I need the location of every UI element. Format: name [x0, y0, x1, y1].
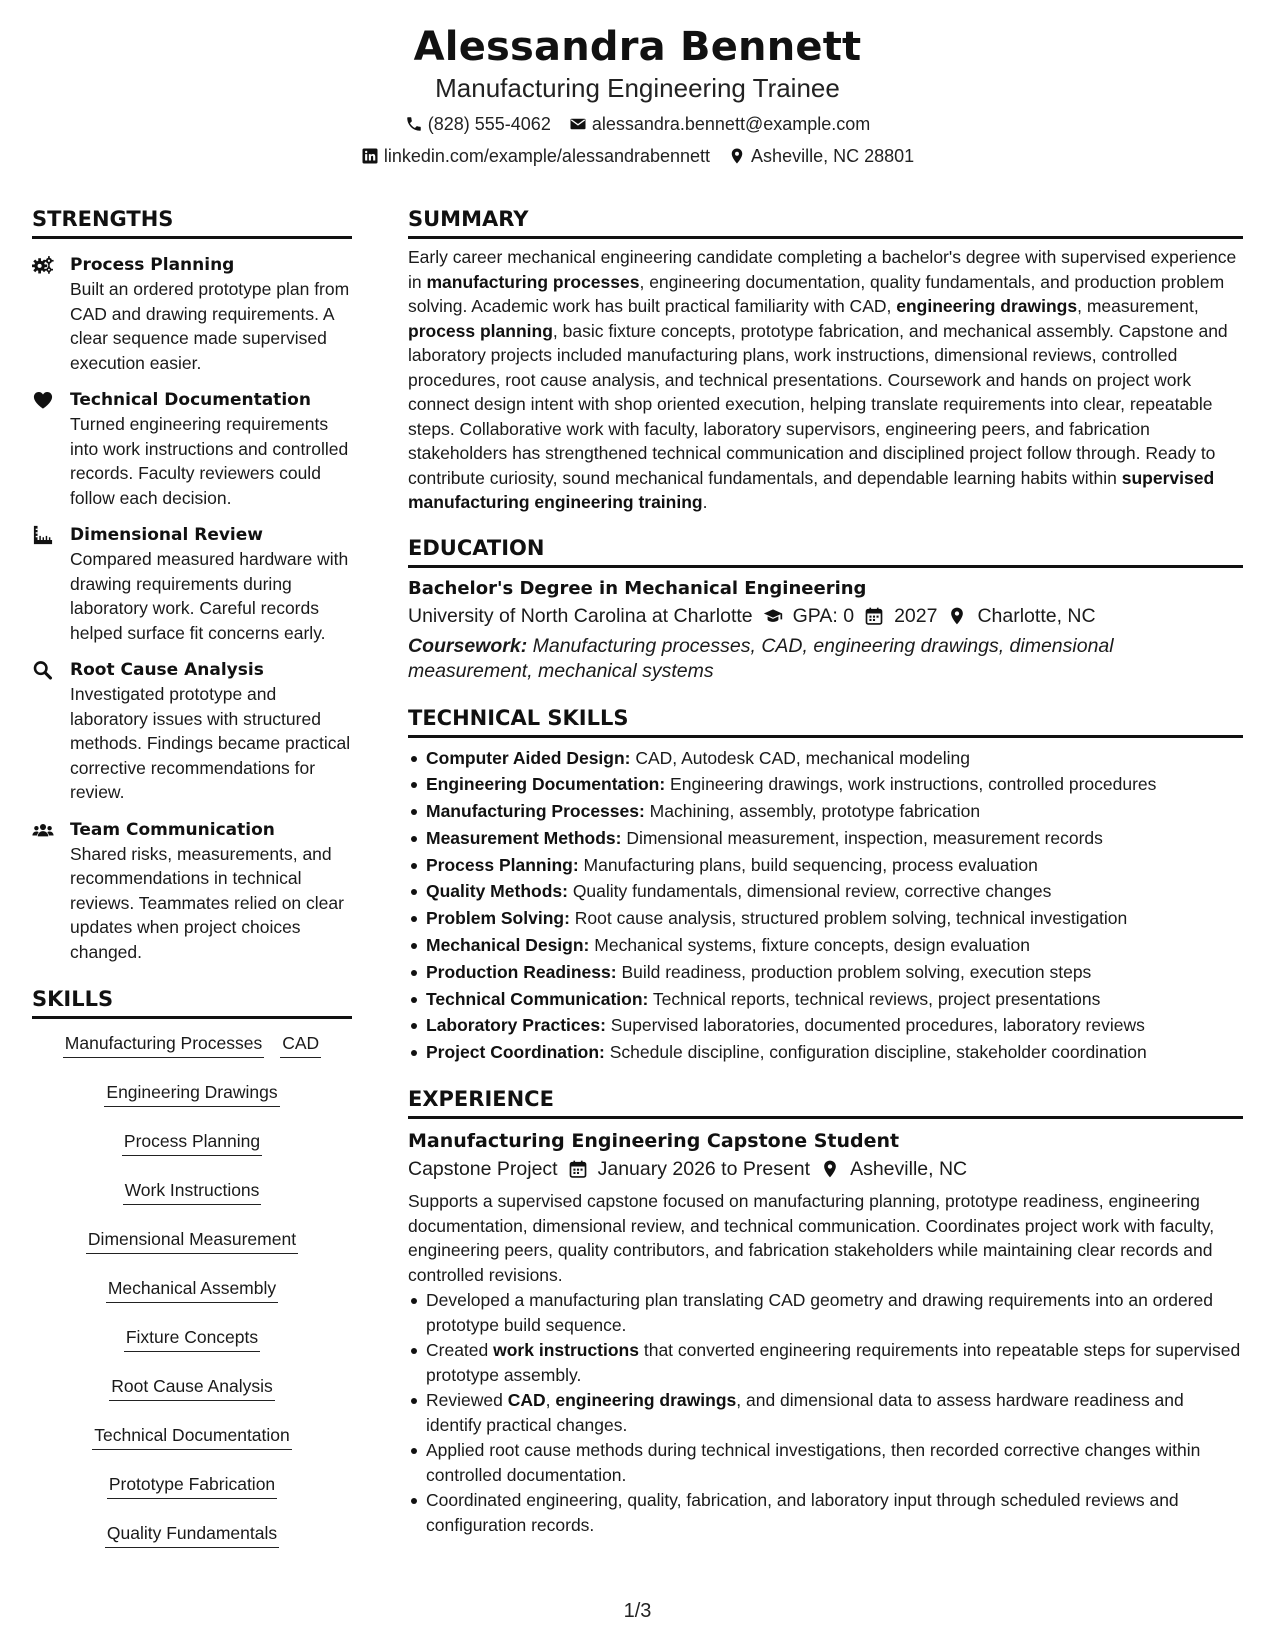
technical-skill-item — [408, 745, 1243, 772]
coursework-list: Manufacturing processes, CAD, engineering drawings, dimensional measurement, mechanical systems — [408, 634, 1114, 682]
strength-body — [70, 818, 352, 965]
skill-tag: Process Planning — [122, 1127, 262, 1156]
strength-body — [70, 658, 352, 805]
technical-skill-item — [408, 1012, 1243, 1039]
skill-category: Quality Methods: — [426, 881, 568, 902]
skill-tag: Fixture Concepts — [124, 1323, 260, 1352]
graduation-cap-icon — [763, 606, 783, 626]
coursework-label: Coursework: — [408, 634, 528, 657]
technical-skill-item — [408, 905, 1243, 932]
bullet-text: , — [545, 1390, 556, 1411]
bullet-keyword: CAD — [507, 1390, 546, 1411]
skills-heading: SKILLS — [32, 986, 352, 1019]
skill-tag: Manufacturing Processes — [63, 1029, 264, 1058]
linkedin-icon — [361, 147, 379, 165]
calendar-icon — [864, 606, 884, 626]
summary-text: Early career mechanical engineering candidate completing a bachelor's degree with supervised experience in — [408, 247, 1237, 292]
skill-tag: Prototype Fabrication — [107, 1470, 277, 1499]
skill-category: Technical Communication: — [426, 988, 649, 1009]
job-dates: January 2026 to Present — [597, 1158, 811, 1181]
skill-tag: Root Cause Analysis — [109, 1372, 274, 1401]
email-link[interactable]: alessandra.bennett@example.com — [591, 114, 871, 134]
technical-skill-item — [408, 959, 1243, 986]
gpa-text: GPA: 0 — [792, 604, 855, 627]
summary-text: . — [702, 492, 708, 512]
summary-paragraph — [408, 245, 1243, 515]
skill-category: Mechanical Design: — [426, 935, 590, 956]
skill-values: CAD, Autodesk CAD, mechanical modeling — [630, 747, 970, 768]
school-location: Charlotte, NC — [977, 604, 1096, 627]
organization-name: Capstone Project — [408, 1158, 558, 1181]
technical-skill-item — [408, 1039, 1243, 1066]
bullet-text: , and dimensional data to assess hardware readiness and identify practical changes. — [426, 1390, 1184, 1435]
phone-icon — [405, 115, 423, 133]
job-bullet — [408, 1388, 1243, 1437]
skill-category: Production Readiness: — [426, 961, 617, 982]
summary-keyword: supervised manufacturing engineering training — [408, 467, 1215, 512]
technical-skill-item — [408, 798, 1243, 825]
skill-category: Measurement Methods: — [426, 827, 622, 848]
strength-title: Process Planning — [70, 255, 235, 275]
strength-description: Investigated prototype and laboratory issues with structured methods. Findings became practical corrective recommendations for review. — [70, 684, 351, 802]
email-contact — [569, 113, 870, 135]
candidate-title: Manufacturing Engineering Trainee — [435, 73, 840, 103]
strength-body — [70, 388, 352, 510]
strengths-list — [32, 253, 352, 964]
strength-description: Turned engineering requirements into work instructions and controlled records. Faculty reviewers could follow each decision. — [70, 414, 349, 508]
bullet-keyword: work instructions — [493, 1340, 639, 1361]
summary-text: , measurement, — [1077, 296, 1199, 316]
technical-skills-list — [408, 745, 1243, 1067]
skill-category: Laboratory Practices: — [426, 1015, 606, 1036]
education-heading: EDUCATION — [408, 535, 1243, 568]
technical-skill-item — [408, 932, 1243, 959]
skill-tag: Mechanical Assembly — [106, 1274, 278, 1303]
bullet-text: that converted engineering requirements into repeatable steps for supervised prototype assembly. — [426, 1340, 1241, 1385]
strength-title: Technical Documentation — [70, 390, 311, 410]
right-column — [408, 206, 1243, 1538]
skill-category: Problem Solving: — [426, 908, 570, 929]
bullet-text: Reviewed — [426, 1390, 508, 1411]
candidate-name: Alessandra Bennett — [413, 24, 862, 70]
job-bullet — [408, 1488, 1243, 1537]
skill-tag: Technical Documentation — [92, 1421, 292, 1450]
job-location: Asheville, NC — [850, 1158, 968, 1181]
skill-values: Supervised laboratories, documented procedures, laboratory reviews — [605, 1015, 1145, 1036]
strength-body — [70, 253, 352, 375]
skill-values: Quality fundamentals, dimensional review, corrective changes — [567, 881, 1052, 902]
job-bullet — [408, 1338, 1243, 1387]
technical-skills-heading: TECHNICAL SKILLS — [408, 705, 1243, 738]
gears-icon — [32, 253, 70, 375]
skill-category: Process Planning: — [426, 854, 579, 875]
envelope-icon — [569, 115, 587, 133]
skill-values: Engineering drawings, work instructions, controlled procedures — [665, 774, 1157, 795]
strength-title: Root Cause Analysis — [70, 660, 264, 680]
heart-icon — [32, 388, 70, 510]
bullet-text: Coordinated engineering, quality, fabrication, and laboratory input through scheduled reviews and configuration records. — [426, 1490, 1179, 1535]
phone-contact — [405, 113, 551, 135]
summary-keyword: manufacturing processes — [426, 271, 640, 292]
job-bullet-list — [408, 1288, 1243, 1537]
skill-category: Computer Aided Design: — [426, 747, 631, 768]
technical-skill-item — [408, 825, 1243, 852]
skill-tag: Work Instructions — [123, 1176, 262, 1205]
strength-item — [32, 523, 352, 645]
skill-values: Dimensional measurement, inspection, measurement records — [621, 827, 1103, 848]
skill-values: Manufacturing plans, build sequencing, process evaluation — [578, 854, 1038, 875]
skill-values: Root cause analysis, structured problem solving, technical investigation — [569, 908, 1128, 929]
map-pin-icon — [947, 606, 967, 626]
skill-tag: Dimensional Measurement — [86, 1225, 298, 1254]
bullet-text: Applied root cause methods during technical investigations, then recorded corrective changes within controlled documentation. — [426, 1440, 1201, 1485]
school-name: University of North Carolina at Charlotte — [408, 604, 753, 627]
bullet-text: Created — [426, 1340, 494, 1361]
location-text: Asheville, NC 28801 — [751, 146, 915, 166]
map-pin-icon — [728, 147, 746, 165]
summary-keyword: process planning — [408, 320, 553, 341]
strength-title: Team Communication — [70, 819, 275, 840]
skill-values: Schedule discipline, configuration discipline, stakeholder coordination — [604, 1042, 1147, 1063]
summary-keyword: engineering drawings — [896, 296, 1078, 316]
education-details — [408, 602, 1243, 630]
skill-tag: Engineering Drawings — [104, 1078, 279, 1107]
job-bullet — [408, 1438, 1243, 1487]
skill-values: Mechanical systems, fixture concepts, design evaluation — [589, 935, 1031, 956]
contact-row-1 — [0, 113, 1275, 135]
job-title: Manufacturing Engineering Capstone Student — [408, 1130, 900, 1153]
job-description: Supports a supervised capstone focused on manufacturing planning, prototype readiness, engineering documentation, dimensional review, and technical communication. Coordinates project work with faculty, engineering peers, quality contributors, and fabrication stakeholders while maintaining clear records and controlled revisions. — [408, 1191, 1215, 1285]
calendar-icon — [568, 1159, 588, 1179]
skill-values: Technical reports, technical reviews, project presentations — [648, 988, 1101, 1009]
location-contact — [728, 145, 914, 167]
skill-category: Engineering Documentation: — [426, 774, 666, 795]
strength-description: Compared measured hardware with drawing requirements during laboratory work. Careful records helped surface fit concerns early. — [70, 549, 349, 643]
strength-description: Shared risks, measurements, and recommendations in technical reviews. Teammates relied on clear updates when project choices changed. — [70, 843, 344, 962]
technical-skill-item — [408, 771, 1243, 798]
experience-heading: EXPERIENCE — [408, 1086, 1243, 1119]
ruler-icon — [32, 523, 70, 645]
summary-heading: SUMMARY — [408, 206, 1243, 239]
degree-title: Bachelor's Degree in Mechanical Engineering — [408, 577, 867, 599]
map-pin-icon — [820, 1159, 840, 1179]
bullet-keyword: engineering drawings — [555, 1390, 737, 1411]
resume-header — [0, 22, 1275, 167]
bullet-text: Developed a manufacturing plan translating CAD geometry and drawing requirements into an ordered prototype build sequence. — [426, 1290, 1213, 1335]
skill-category: Project Coordination: — [426, 1042, 605, 1063]
strength-body — [70, 523, 352, 645]
strength-item — [32, 253, 352, 375]
linkedin-contact — [361, 145, 710, 167]
contact-row-2 — [0, 145, 1275, 167]
users-icon — [32, 818, 70, 965]
graduation-year: 2027 — [894, 604, 938, 627]
job-details — [408, 1155, 1243, 1183]
page-number: 1/3 — [623, 1600, 652, 1622]
coursework — [408, 634, 1243, 684]
summary-text: , basic fixture concepts, prototype fabrication, and mechanical assembly. Capstone and laboratory projects included manufacturing plans, work instructions, dimensional reviews, controlled procedures, root cause analysis, and technical presentations. Coursework and hands on project work connect design intent with shop oriented execution, helping translate requirements into clear, repeatable steps. Collaborative work with faculty, laboratory supervisors, engineering peers, and fabrication stakeholders has strengthened technical communication and disciplined project follow through. Ready to contribute curiosity, sound mechanical fundamentals, and dependable learning habits within — [408, 320, 1228, 488]
skill-tag: Quality Fundamentals — [105, 1519, 279, 1548]
strength-title: Dimensional Review — [70, 525, 263, 545]
skill-tag: CAD — [280, 1029, 321, 1058]
strength-description: Built an ordered prototype plan from CAD and drawing requirements. A clear sequence made supervised execution easier. — [70, 279, 350, 373]
strength-item — [32, 658, 352, 805]
skill-category: Manufacturing Processes: — [426, 801, 645, 822]
technical-skill-item — [408, 852, 1243, 879]
technical-skill-item — [408, 878, 1243, 905]
strength-item — [32, 818, 352, 965]
job-bullet — [408, 1288, 1243, 1337]
linkedin-link[interactable]: linkedin.com/example/alessandrabennett — [383, 146, 711, 166]
summary-text: , engineering documentation, quality fundamentals, and production problem solving. Academic work has built practical familiarity with CAD, — [408, 271, 1225, 316]
left-column — [32, 206, 352, 1568]
phone-text[interactable]: (828) 555-4062 — [427, 114, 551, 134]
strengths-heading: STRENGTHS — [32, 206, 352, 239]
skill-values: Build readiness, production problem solving, execution steps — [616, 961, 1092, 982]
strength-item — [32, 388, 352, 510]
technical-skill-item — [408, 986, 1243, 1013]
search-icon — [32, 658, 70, 805]
skill-values: Machining, assembly, prototype fabrication — [644, 801, 981, 822]
skills-tag-list — [32, 1029, 352, 1568]
